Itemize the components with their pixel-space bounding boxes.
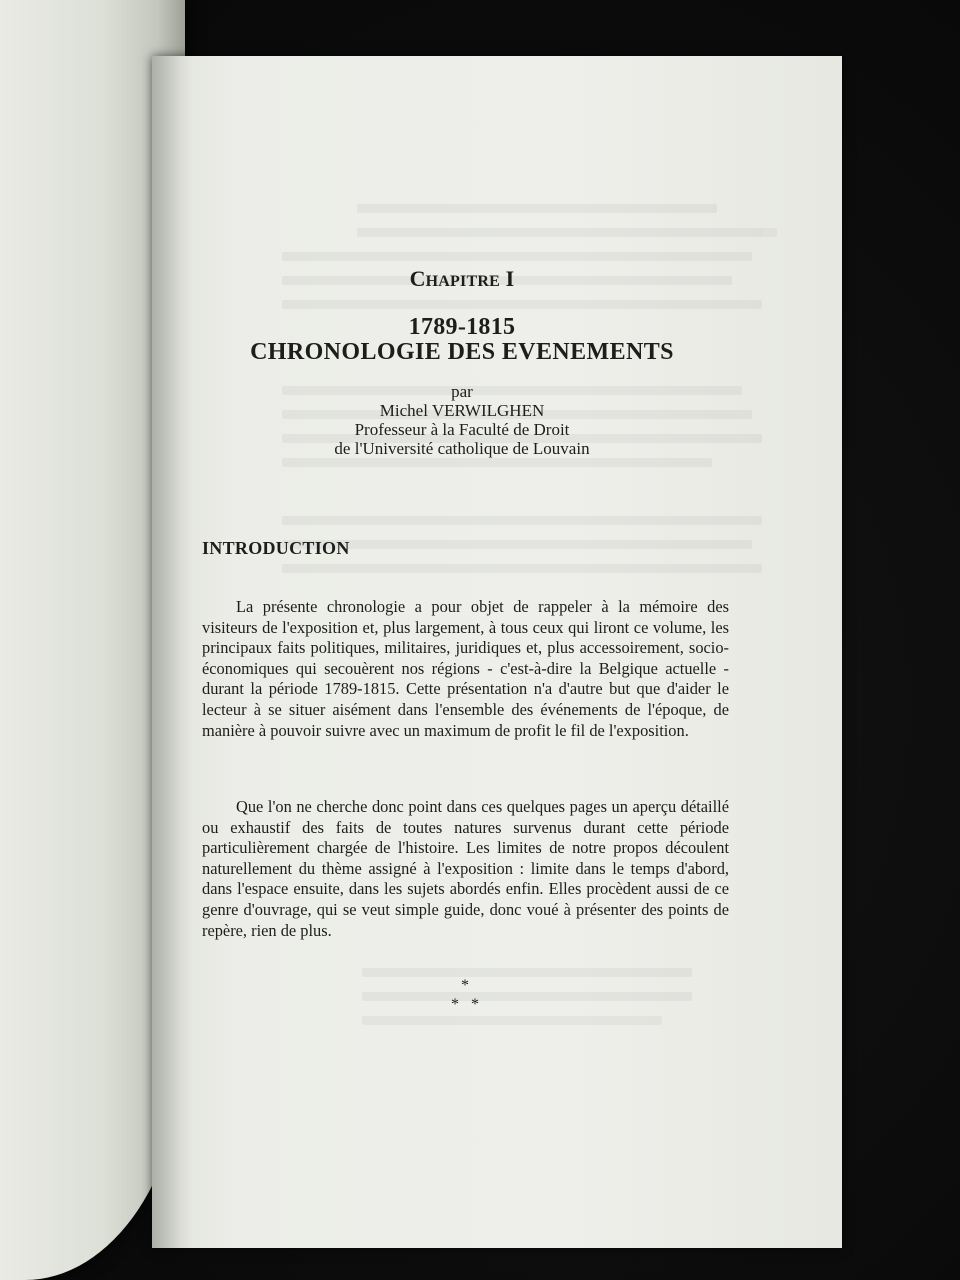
author-byline xyxy=(152,382,772,458)
asterism-top: * xyxy=(461,977,469,994)
author-role: Professeur à la Faculté de Droit xyxy=(354,420,570,439)
paragraph: La présente chronologie a pour objet de rappeler à la mémoire des visiteurs de l'exposition et, plus largement, à tous ceux qui liront ce volume, les principaux faits politiques, militaires, juridiques et, plus accessoirement, socio-économiques qui secouèrent nos régions - c'est-à-dire la Belgique actuelle - durant la période 1789-1815. Cette présentation n'a d'autre but que d'aider le lecteur à se situer aisément dans l'ensemble des événements de l'époque, de manière à pouvoir suivre avec un maximum de profit le fil de l'exposition. xyxy=(202,597,729,740)
byline-par: par xyxy=(451,382,473,401)
gutter-shadow xyxy=(152,56,192,1248)
asterism-separator xyxy=(152,976,778,1014)
section-heading: INTRODUCTION xyxy=(202,538,350,558)
book-page xyxy=(152,56,842,1248)
chapter-title: CHRONOLOGIE DES EVENEMENTS xyxy=(250,339,674,365)
author-name: Michel VERWILGHEN xyxy=(379,401,545,420)
chapter-initial: C xyxy=(409,266,426,291)
chapter-number: I xyxy=(505,266,515,291)
chapter-dates: 1789-1815 xyxy=(408,314,516,340)
author-institution: de l'Université catholique de Louvain xyxy=(334,439,590,458)
chapter-label xyxy=(152,266,772,292)
paragraph: Que l'on ne cherche donc point dans ces quelques pages un aperçu détaillé ou exhaustif des faits de toutes natures survenus durant cette période particulièrement chargée de l'histoire. Les limites de notre propos découlent naturellement du thème assigné à l'exposition : limite dans le temps d'abord, dans l'espace ensuite, dans les sujets abordés enfin. Elles procèdent aussi de ce genre d'ouvrage, qui se veut simple guide, donc voué à présenter des points de repère, rien de plus. xyxy=(202,797,729,940)
asterism-bottom: * * xyxy=(451,996,479,1013)
chapter-word-rest: HAPITRE xyxy=(425,273,500,290)
